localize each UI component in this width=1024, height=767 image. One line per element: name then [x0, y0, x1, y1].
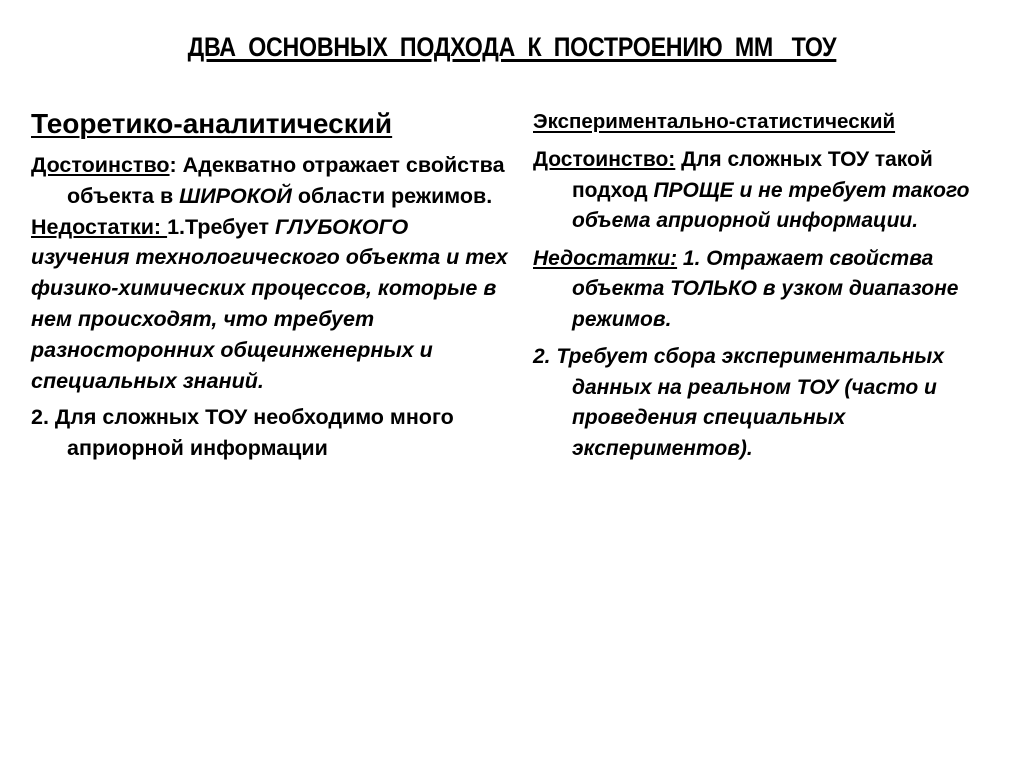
advantage-paragraph — [31, 150, 511, 212]
advantage-label: Достоинство: — [533, 148, 676, 171]
advantage-text: Для сложных ТОУ такой подход — [572, 148, 933, 202]
disadvantages-label: Недостатки: — [31, 214, 168, 239]
advantage-emphasis: ШИРОКОЙ — [179, 183, 292, 208]
disadvantage-paragraph-1 — [533, 244, 1003, 336]
disadvantage-1-text: ГЛУБОКОГО изучения технологического объекта и тех физико-химических процессов, которые в нем происходят, что требует разносторонних общеинженерных и специальных знаний. — [31, 214, 508, 393]
theoretical-analytical-body — [31, 150, 511, 464]
disadvantage-paragraph-1 — [31, 212, 511, 397]
disadvantage-1-text: 1. Отражает свойства объекта ТОЛЬКО в узком диапазоне режимов. — [572, 246, 959, 331]
advantage-label: Достоинство — [31, 153, 170, 177]
advantage-separator: : — [169, 153, 183, 177]
disadvantage-paragraph-2: 2. Для сложных ТОУ необходимо много априорной информации — [31, 405, 454, 461]
experimental-statistical-heading: Экспериментально-статистический — [533, 110, 896, 133]
disadvantage-1-prefix: 1.Требует — [167, 214, 275, 239]
advantage-text-end: области режимов. — [291, 183, 493, 208]
slide-title: ДВА ОСНОВНЫХ ПОДХОДА К ПОСТРОЕНИЮ ММ ТОУ — [187, 32, 837, 62]
advantage-emphasis: ПРОЩЕ и не требует такого объема априорной информации. — [572, 178, 970, 232]
experimental-statistical-body — [533, 145, 1003, 464]
disadvantage-paragraph-2: 2. Требует сбора экспериментальных данных на реальном ТОУ (часто и проведения специальных экспериментов). — [533, 345, 945, 460]
advantage-text: Адекватно отражает свойства объекта в — [67, 153, 505, 208]
disadvantages-label: Недостатки: — [533, 246, 678, 270]
theoretical-analytical-heading: Теоретико-аналитический — [31, 108, 393, 139]
advantage-paragraph — [533, 145, 1003, 237]
